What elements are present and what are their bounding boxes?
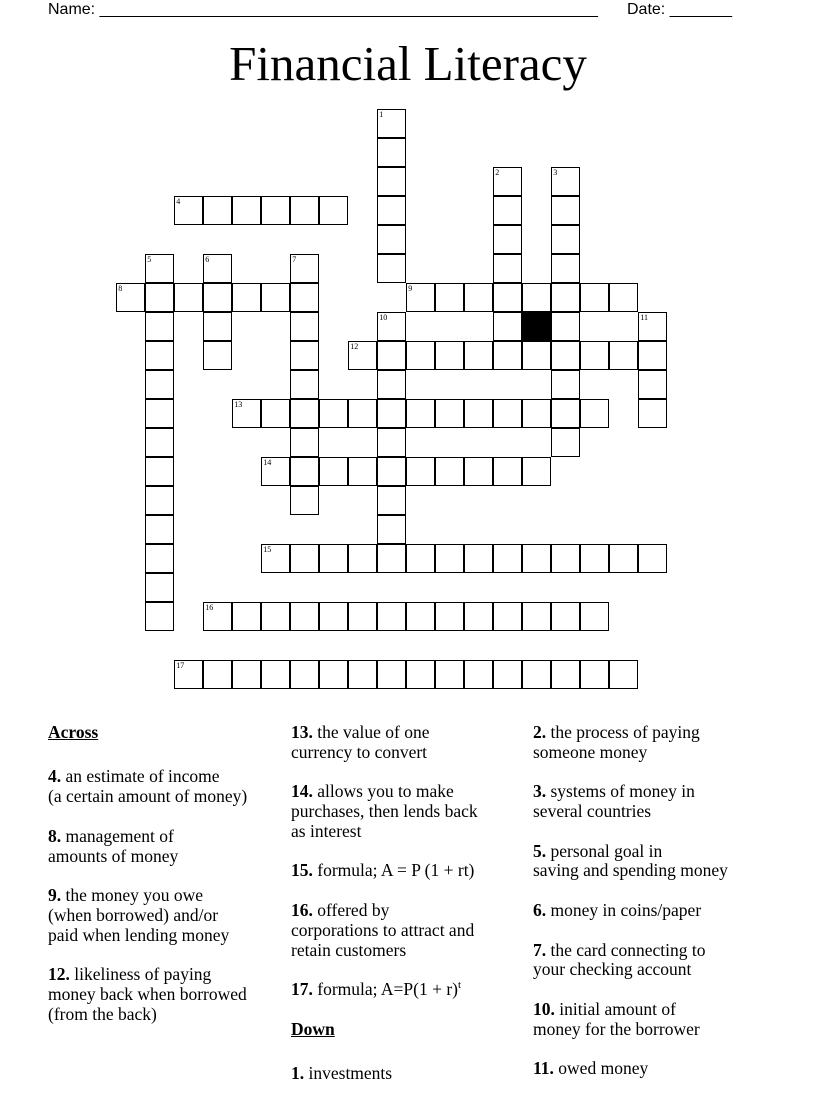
grid-cell[interactable]	[377, 399, 406, 428]
grid-cell[interactable]	[261, 602, 290, 631]
grid-cell[interactable]	[551, 428, 580, 457]
clue-down-5: 5. personal goal in saving and spending money	[533, 840, 728, 881]
grid-cell[interactable]	[145, 283, 174, 312]
grid-cell[interactable]	[638, 312, 667, 341]
grid-cell[interactable]	[290, 399, 319, 428]
grid-cell[interactable]	[116, 283, 145, 312]
grid-cell[interactable]	[261, 196, 290, 225]
cell-number: 8	[118, 284, 123, 294]
cell-number: 2	[495, 168, 500, 178]
cell-number: 1	[379, 110, 384, 120]
grid-cell[interactable]	[522, 602, 551, 631]
grid-cell[interactable]	[290, 544, 319, 573]
grid-cell[interactable]	[145, 602, 174, 631]
grid-cell[interactable]	[348, 544, 377, 573]
grid-cell[interactable]	[145, 573, 174, 602]
grid-cell[interactable]	[493, 196, 522, 225]
grid-cell[interactable]	[522, 457, 551, 486]
clue-across-16: 16. offered by corporations to attract and retain customers	[291, 899, 475, 960]
cell-number: 11	[640, 313, 648, 323]
grid-cell[interactable]	[348, 602, 377, 631]
grid-cell[interactable]	[406, 457, 435, 486]
grid-cell[interactable]	[377, 254, 406, 283]
grid-cell[interactable]	[145, 370, 174, 399]
grid-cell[interactable]	[145, 341, 174, 370]
grid-cell[interactable]	[609, 341, 638, 370]
grid-cell[interactable]	[290, 312, 319, 341]
across-heading: Across	[48, 721, 99, 742]
grid-cell[interactable]	[377, 341, 406, 370]
grid-cell[interactable]	[580, 602, 609, 631]
grid-cell[interactable]	[377, 167, 406, 196]
grid-cell[interactable]	[493, 399, 522, 428]
grid-cell[interactable]	[261, 399, 290, 428]
grid-cell[interactable]	[551, 167, 580, 196]
clue-down-2: 2. the process of paying someone money	[533, 721, 700, 762]
grid-cell[interactable]	[638, 341, 667, 370]
grid-cell[interactable]	[377, 544, 406, 573]
black-cell	[522, 312, 551, 341]
grid-cell[interactable]	[609, 283, 638, 312]
grid-cell[interactable]	[145, 254, 174, 283]
grid-cell[interactable]	[290, 660, 319, 689]
grid-cell[interactable]	[203, 196, 232, 225]
grid-cell[interactable]	[290, 457, 319, 486]
grid-cell[interactable]	[145, 428, 174, 457]
grid-cell[interactable]	[551, 312, 580, 341]
grid-cell[interactable]	[145, 486, 174, 515]
grid-cell[interactable]	[203, 283, 232, 312]
grid-cell[interactable]	[435, 660, 464, 689]
grid-cell[interactable]	[638, 544, 667, 573]
page-title: Financial Literacy	[229, 36, 587, 91]
grid-cell[interactable]	[174, 660, 203, 689]
grid-cell[interactable]	[290, 283, 319, 312]
cell-number: 14	[263, 458, 272, 468]
grid-cell[interactable]	[319, 602, 348, 631]
grid-cell[interactable]	[319, 660, 348, 689]
grid-cell[interactable]	[522, 341, 551, 370]
grid-cell[interactable]	[435, 341, 464, 370]
grid-cell[interactable]	[551, 399, 580, 428]
grid-cell[interactable]	[348, 341, 377, 370]
grid-cell[interactable]	[464, 544, 493, 573]
grid-cell[interactable]	[145, 515, 174, 544]
grid-cell[interactable]	[493, 167, 522, 196]
grid-cell[interactable]	[145, 544, 174, 573]
grid-cell[interactable]	[348, 399, 377, 428]
clue-down-7: 7. the card connecting to your checking account	[533, 939, 706, 980]
clue-across-17: 17. formula; $A=P(1 + r)^t$	[291, 979, 462, 1000]
clue-across-8: 8. management of amounts of money	[48, 825, 179, 866]
grid-cell[interactable]	[377, 515, 406, 544]
grid-cell[interactable]	[377, 109, 406, 138]
grid-cell[interactable]	[580, 341, 609, 370]
grid-cell[interactable]	[493, 660, 522, 689]
clue-down-11: 11. owed money	[533, 1058, 649, 1079]
clue-across-13: 13. the value of one currency to convert	[291, 721, 430, 762]
grid-cell[interactable]	[377, 312, 406, 341]
cell-number: 15	[263, 545, 272, 555]
clue-down-6: 6. money in coins/paper	[533, 899, 702, 920]
cell-number: 10	[379, 313, 388, 323]
grid-cell[interactable]	[435, 457, 464, 486]
grid-cell[interactable]	[290, 196, 319, 225]
grid-cell[interactable]	[551, 283, 580, 312]
grid-cell[interactable]	[551, 544, 580, 573]
grid-cell[interactable]	[145, 457, 174, 486]
grid-cell[interactable]	[232, 602, 261, 631]
grid-cell[interactable]	[377, 602, 406, 631]
grid-cell[interactable]	[261, 457, 290, 486]
grid-cell[interactable]	[319, 399, 348, 428]
clue-across-15: 15. formula; A = P (1 + rt)	[291, 860, 475, 881]
grid-cell[interactable]	[377, 428, 406, 457]
cell-number: 7	[292, 255, 297, 265]
grid-cell[interactable]	[522, 283, 551, 312]
grid-cell[interactable]	[551, 196, 580, 225]
clues-column-3	[533, 703, 728, 1099]
grid-cell[interactable]	[464, 283, 493, 312]
grid-cell[interactable]	[435, 283, 464, 312]
grid-cell[interactable]	[464, 399, 493, 428]
grid-cell[interactable]	[464, 602, 493, 631]
grid-cell[interactable]	[174, 196, 203, 225]
grid-cell[interactable]	[348, 457, 377, 486]
grid-cell[interactable]	[522, 660, 551, 689]
grid-cell[interactable]	[290, 370, 319, 399]
grid-cell[interactable]	[580, 399, 609, 428]
grid-cell[interactable]	[203, 254, 232, 283]
clue-down-3: 3. systems of money in several countries	[533, 781, 695, 821]
grid-cell[interactable]	[232, 196, 261, 225]
cell-number: 4	[176, 197, 181, 207]
grid-cell[interactable]	[406, 660, 435, 689]
grid-cell[interactable]	[522, 399, 551, 428]
cell-number: 3	[553, 168, 558, 178]
grid-cell[interactable]	[580, 544, 609, 573]
grid-cell[interactable]	[406, 544, 435, 573]
date-field-label: Date: _______	[627, 1, 732, 18]
grid-cell[interactable]	[290, 602, 319, 631]
grid-cell[interactable]	[493, 602, 522, 631]
down-heading: Down	[291, 1018, 335, 1039]
grid-cell[interactable]	[493, 341, 522, 370]
grid-cell[interactable]	[319, 196, 348, 225]
grid-cell[interactable]	[319, 457, 348, 486]
clues-column-2	[291, 703, 478, 1104]
grid-cell[interactable]	[580, 660, 609, 689]
grid-cell[interactable]	[464, 660, 493, 689]
grid-cell[interactable]	[290, 341, 319, 370]
grid-cell[interactable]	[551, 660, 580, 689]
grid-cell[interactable]	[203, 602, 232, 631]
clues-column-1	[48, 703, 247, 1045]
grid-cell[interactable]	[290, 254, 319, 283]
grid-cell[interactable]	[348, 660, 377, 689]
grid-cell[interactable]	[435, 544, 464, 573]
grid-cell[interactable]	[261, 660, 290, 689]
grid-cell[interactable]	[464, 341, 493, 370]
grid-cell[interactable]	[406, 341, 435, 370]
grid-cell[interactable]	[435, 399, 464, 428]
grid-cell[interactable]	[232, 399, 261, 428]
grid-cell[interactable]	[232, 283, 261, 312]
grid-cell[interactable]	[174, 283, 203, 312]
clue-across-12: 12. likeliness of paying money back when borrowed (from the back)	[48, 964, 247, 1024]
grid-cell[interactable]	[435, 602, 464, 631]
grid-cell[interactable]	[290, 428, 319, 457]
grid-cell[interactable]	[638, 399, 667, 428]
grid-cell[interactable]	[319, 544, 348, 573]
grid-cell[interactable]	[522, 544, 551, 573]
grid-cell[interactable]	[493, 225, 522, 254]
grid-cell[interactable]	[638, 370, 667, 399]
clue-down-10: 10. initial amount of money for the borrower	[533, 998, 700, 1039]
grid-cell[interactable]	[464, 457, 493, 486]
clue-across-9: 9. the money you owe (when borrowed) and/or paid when lending money	[48, 885, 230, 945]
grid-cell[interactable]	[551, 370, 580, 399]
grid-cell[interactable]	[377, 660, 406, 689]
grid-cell[interactable]	[261, 544, 290, 573]
grid-cell[interactable]	[551, 225, 580, 254]
cell-number: 6	[205, 255, 210, 265]
grid-cell[interactable]	[203, 660, 232, 689]
grid-cell[interactable]	[493, 254, 522, 283]
grid-cell[interactable]	[145, 312, 174, 341]
grid-cell[interactable]	[551, 254, 580, 283]
cell-number: 16	[205, 603, 214, 613]
grid-cell[interactable]	[609, 544, 638, 573]
grid-cell[interactable]	[377, 225, 406, 254]
grid-cell[interactable]	[493, 544, 522, 573]
grid-cell[interactable]	[609, 660, 638, 689]
grid-cell[interactable]	[551, 602, 580, 631]
cell-number: 13	[234, 400, 243, 410]
grid-cell[interactable]	[406, 602, 435, 631]
grid-cell[interactable]	[406, 283, 435, 312]
cell-number: 9	[408, 284, 413, 294]
grid-cell[interactable]	[377, 138, 406, 167]
grid-cell[interactable]	[580, 283, 609, 312]
clue-across-4: 4. an estimate of income (a certain amount of money)	[48, 766, 248, 807]
clue-down-1: 1. investments	[291, 1063, 393, 1084]
grid-cell[interactable]	[145, 399, 174, 428]
grid-cell[interactable]	[377, 196, 406, 225]
name-field-label: Name: ________________________________________________________	[48, 1, 598, 18]
grid-cell[interactable]	[551, 341, 580, 370]
grid-cell[interactable]	[377, 457, 406, 486]
grid-cell[interactable]	[493, 457, 522, 486]
grid-cell[interactable]	[377, 370, 406, 399]
cell-number: 17	[176, 661, 185, 671]
grid-cell[interactable]	[377, 486, 406, 515]
grid-cell[interactable]	[290, 486, 319, 515]
grid-cell[interactable]	[232, 660, 261, 689]
cell-number: 12	[350, 342, 359, 352]
grid-cell[interactable]	[406, 399, 435, 428]
grid-cell[interactable]	[261, 283, 290, 312]
grid-cell[interactable]	[203, 312, 232, 341]
grid-cell[interactable]	[493, 283, 522, 312]
cell-number: 5	[147, 255, 152, 265]
grid-cell[interactable]	[493, 312, 522, 341]
clue-across-14: 14. allows you to make purchases, then lends back as interest	[291, 781, 478, 841]
grid-cell[interactable]	[203, 341, 232, 370]
